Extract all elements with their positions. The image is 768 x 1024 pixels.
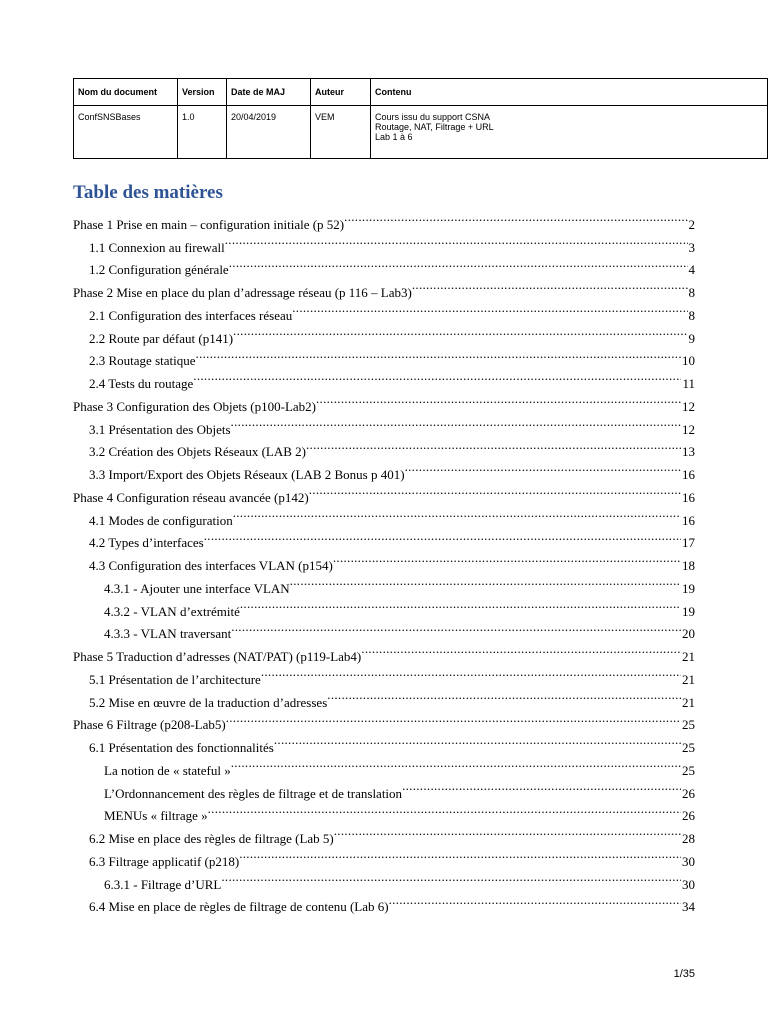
toc-dot-leader [196,343,681,366]
toc-entry-page: 25 [682,740,695,755]
toc-dot-leader [204,525,681,548]
toc-entry-page: 8 [688,307,695,323]
toc-entry-page: 20 [682,626,695,642]
toc-dot-leader [233,502,681,525]
toc-entry-label: 1.2 Configuration générale [89,262,229,278]
cell-date: 20/04/2019 [227,106,311,159]
toc-entry-label: L’Ordonnancement des règles de filtrage et de translation [104,785,403,801]
toc-dot-leader [333,547,681,570]
toc-dot-leader [261,661,681,684]
page-number: 1/35 [673,968,695,980]
toc-dot-leader [221,866,681,889]
toc-dot-leader [193,365,681,388]
toc-entry-page: 16 [682,467,695,482]
table-header-row [74,79,768,106]
toc-entry-label: 6.1 Présentation des fonctionnalités [89,740,274,755]
toc-entry-page: 11 [682,376,695,391]
toc-entry-label: 1.1 Connexion au firewall [89,239,225,255]
toc-entry-label: 2.1 Configuration des interfaces réseau [89,307,293,323]
toc-entry-page: 26 [682,808,695,824]
toc-entry-page: 3 [688,239,695,255]
toc-entry-label: 6.3.1 - Filtrage d’URL [104,876,222,892]
toc-dot-leader [309,479,681,502]
header-content: Contenu [371,79,768,106]
toc-entry-label: 4.2 Types d’interfaces [89,535,204,551]
toc-entry-label: 3.2 Création des Objets Réseaux (LAB 2) [89,444,306,460]
cell-document-name: ConfSNSBases [74,106,178,159]
toc-entry-label: 2.4 Tests du routage [89,376,194,391]
toc-entry-label: 2.2 Route par défaut (p141) [89,330,234,346]
toc-dot-leader [327,684,681,707]
toc-dot-leader [306,434,681,457]
toc-entry-page: 16 [682,489,695,505]
toc-entry-page: 19 [682,580,695,596]
toc-entry-page: 9 [688,330,695,346]
toc-entry-page: 21 [682,671,695,687]
toc-entry-page: 4 [688,262,695,278]
toc-dot-leader [344,206,687,229]
toc-dot-leader [231,752,681,775]
toc-entry-label: 3.1 Présentation des Objets [89,421,231,437]
toc-entry-page: 12 [682,398,695,414]
table-of-contents [73,180,695,915]
toc-entry-label: Phase 2 Mise en place du plan d’adressage réseau (p 116 – Lab3) [73,285,412,300]
toc-entry-page: 19 [682,603,695,619]
toc-entry-page: 18 [682,558,695,573]
toc-entry-page: 2 [688,216,695,232]
toc-dot-leader [229,252,688,275]
toc-entry-page: 30 [682,853,695,869]
header-document-name: Nom du document [74,79,178,106]
toc-dot-leader [405,456,681,479]
toc-dot-leader [239,843,681,866]
toc-entry-label: MENUs « filtrage » [104,808,208,824]
toc-entry-page: 21 [682,649,695,664]
toc-dot-leader [231,616,681,639]
toc-entry-page: 12 [682,421,695,437]
toc-entry-label: 4.3.2 - VLAN d’extrémité [104,603,240,619]
toc-dot-leader [231,411,681,434]
table-row [74,106,768,159]
toc-dot-leader [233,320,687,343]
cell-content [371,106,768,159]
content-line: Lab 1 à 6 [375,132,413,142]
toc-entry-label: 6.4 Mise en place de règles de filtrage de contenu (Lab 6) [89,899,389,915]
content-line: Routage, NAT, Filtrage + URL [375,122,494,132]
header-date: Date de MAJ [227,79,311,106]
toc-entry-page: 28 [682,831,695,846]
toc-dot-leader [290,570,681,593]
toc-entry-page: 25 [682,717,695,733]
cell-author: VEM [311,106,371,159]
toc-title: Table des matières [73,182,223,203]
header-version: Version [178,79,227,106]
document-info-table [73,78,768,159]
toc-dot-leader [334,820,681,843]
toc-dot-leader [292,297,687,320]
toc-entry-label: 4.1 Modes de configuration [89,512,233,528]
toc-entry-label: Phase 3 Configuration des Objets (p100-Lab2) [73,398,316,414]
toc-entry-label: 5.2 Mise en œuvre de la traduction d’adresses [89,694,328,710]
toc-dot-leader [208,798,681,821]
toc-entry-page: 34 [682,899,695,915]
cell-version: 1.0 [178,106,227,159]
toc-entry-page: 13 [682,444,695,460]
header-author: Auteur [311,79,371,106]
toc-entry-label: 6.3 Filtrage applicatif (p218) [89,853,240,869]
toc-entry-label: Phase 4 Configuration réseau avancée (p142) [73,489,309,505]
toc-dot-leader [274,729,681,752]
toc-entry-page: 30 [682,876,695,892]
toc-entry-page: 25 [682,762,695,778]
toc-entry-page: 10 [682,353,695,369]
toc-entry-label: La notion de « stateful » [104,762,231,778]
toc-entry-label: 3.3 Import/Export des Objets Réseaux (LAB 2 Bonus p 401) [89,467,405,482]
toc-entry-label: 4.3.3 - VLAN traversant [104,626,232,642]
toc-entry-page: 21 [682,694,695,710]
toc-entry-page: 8 [688,285,695,300]
toc-entry-page: 17 [682,535,695,551]
toc-entry-link[interactable] [73,206,695,232]
toc-dot-leader [402,775,681,798]
toc-entry-label: 4.3.1 - Ajouter une interface VLAN [104,580,290,596]
content-line: Cours issu du support CSNA [375,112,491,122]
toc-dot-leader [361,638,681,661]
toc-dot-leader [316,388,681,411]
toc-dot-leader [240,593,681,616]
toc-entry-label: 5.1 Présentation de l’architecture [89,671,261,687]
toc-entry-label: Phase 6 Filtrage (p208-Lab5) [73,717,226,733]
toc-dot-leader [225,229,688,252]
toc-dot-leader [226,707,681,730]
toc-entry-label: 4.3 Configuration des interfaces VLAN (p154) [89,558,333,573]
toc-dot-leader [389,889,681,912]
toc-entry-label: 2.3 Routage statique [89,353,196,369]
toc-entry-label: Phase 5 Traduction d’adresses (NAT/PAT) (p119-Lab4) [73,649,362,664]
toc-dot-leader [412,274,688,297]
toc-entry-label: Phase 1 Prise en main – configuration initiale (p 52) [73,216,345,232]
toc-list [73,206,695,915]
toc-entry-page: 16 [682,512,695,528]
toc-entry-page: 26 [682,785,695,801]
toc-entry-label: 6.2 Mise en place des règles de filtrage (Lab 5) [89,831,334,846]
